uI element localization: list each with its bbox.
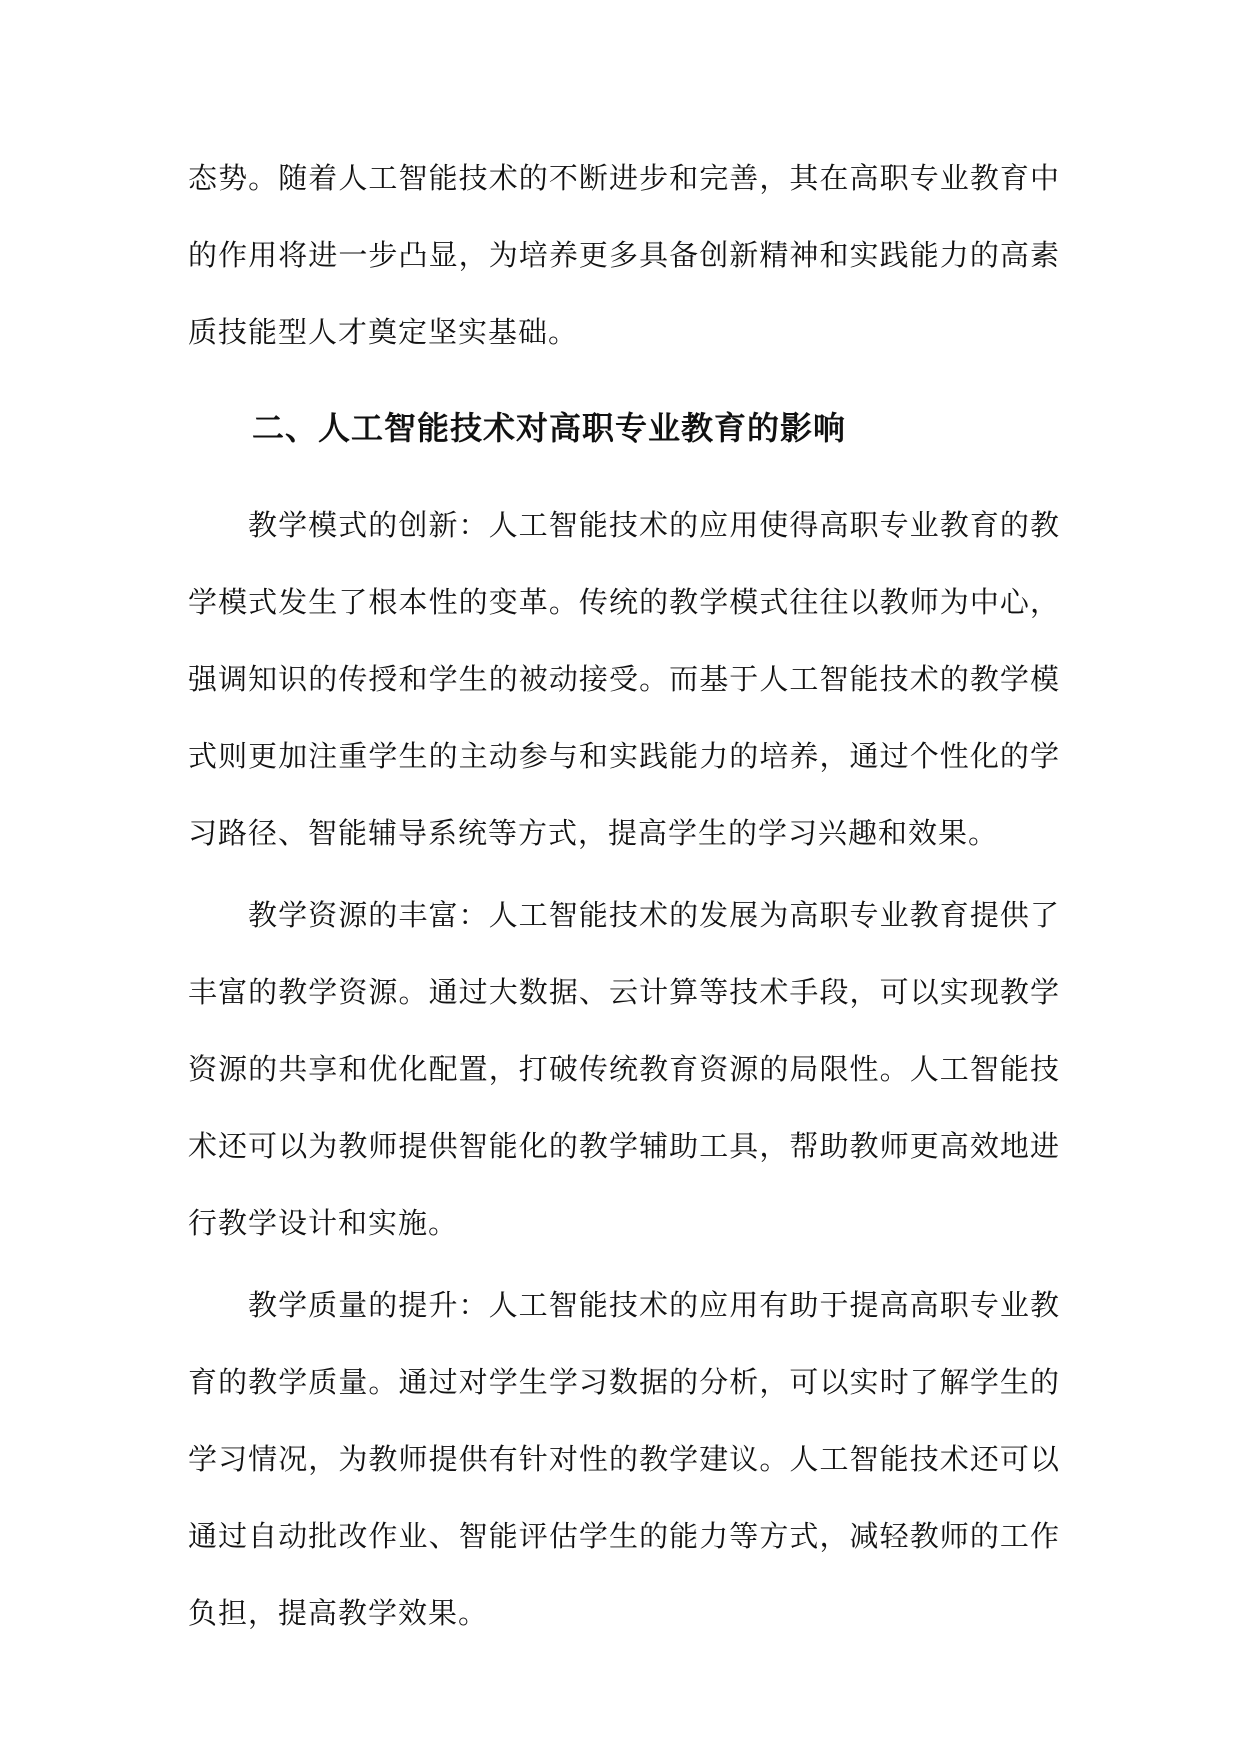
document-body — [188, 140, 1060, 1657]
section-heading: 二、人工智能技术对高职专业教育的影响 — [252, 409, 847, 447]
paragraph-teaching-resources: 教学资源的丰富：人工智能技术的发展为高职专业教育提供了丰富的教学资源。通过大数据、云计算等技术手段，可以实现教学资源的共享和优化配置，打破传统教育资源的局限性。人工智能技术还可以为教师提供智能化的教学辅助工具，帮助教师更高效地进行教学设计和实施。 — [188, 898, 1060, 1240]
intro-paragraph: 态势。随着人工智能技术的不断进步和完善，其在高职专业教育中的作用将进一步凸显，为培养更多具备创新精神和实践能力的高素质技能型人才奠定坚实基础。 — [188, 161, 1060, 349]
paragraph-teaching-quality: 教学质量的提升：人工智能技术的应用有助于提高高职专业教育的教学质量。通过对学生学习数据的分析，可以实时了解学生的学习情况，为教师提供有针对性的教学建议。人工智能技术还可以通过自动批改作业、智能评估学生的能力等方式，减轻教师的工作负担，提高教学效果。 — [188, 1288, 1060, 1630]
paragraph-teaching-mode: 教学模式的创新：人工智能技术的应用使得高职专业教育的教学模式发生了根本性的变革。传统的教学模式往往以教师为中心，强调知识的传授和学生的被动接受。而基于人工智能技术的教学模式则更加注重学生的主动参与和实践能力的培养，通过个性化的学习路径、智能辅导系统等方式，提高学生的学习兴趣和效果。 — [188, 508, 1060, 850]
